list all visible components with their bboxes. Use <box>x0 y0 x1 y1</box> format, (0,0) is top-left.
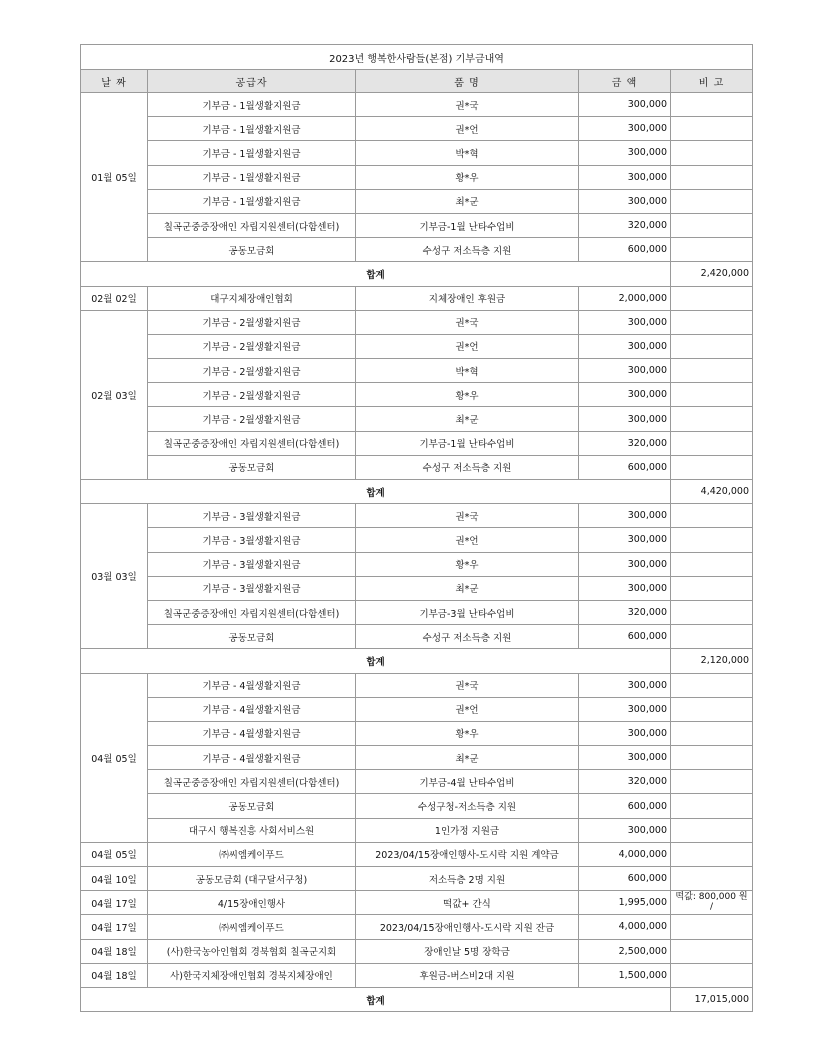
item-cell: 최*군 <box>356 746 579 770</box>
amount-cell: 4,000,000 <box>579 842 671 866</box>
date-cell: 04월 05일 <box>81 842 148 866</box>
table-row <box>81 963 753 987</box>
supplier-cell: 기부금 - 1월생활지원금 <box>148 189 356 213</box>
date-cell: 02월 03일 <box>81 310 148 479</box>
item-cell: 권*언 <box>356 334 579 358</box>
item-cell: 기부금-1월 난타수업비 <box>356 431 579 455</box>
table-row <box>81 238 753 262</box>
total-row <box>81 649 753 673</box>
total-label: 합계 <box>81 987 671 1011</box>
table-row <box>81 504 753 528</box>
supplier-cell: 4/15장애인행사 <box>148 891 356 915</box>
amount-cell: 300,000 <box>579 697 671 721</box>
item-cell: 권*언 <box>356 117 579 141</box>
amount-cell: 300,000 <box>579 673 671 697</box>
amount-cell: 300,000 <box>579 504 671 528</box>
note-cell <box>671 310 753 334</box>
note-cell <box>671 213 753 237</box>
item-cell: 기부금-3월 난타수업비 <box>356 600 579 624</box>
supplier-cell: 칠곡군중증장애인 자립지원센터(다함센터) <box>148 770 356 794</box>
header-item: 품 명 <box>356 70 579 93</box>
table-title: 2023년 행복한사람들(본점) 기부금내역 <box>81 45 753 70</box>
date-cell: 01월 05일 <box>81 93 148 262</box>
note-cell <box>671 867 753 891</box>
supplier-cell: 기부금 - 1월생활지원금 <box>148 141 356 165</box>
amount-cell: 300,000 <box>579 310 671 334</box>
amount-cell: 2,000,000 <box>579 286 671 310</box>
item-cell: 장애인날 5명 장학금 <box>356 939 579 963</box>
date-cell: 04월 17일 <box>81 891 148 915</box>
date-cell: 02월 02일 <box>81 286 148 310</box>
table-row <box>81 334 753 358</box>
total-amount: 17,015,000 <box>671 987 753 1011</box>
total-label: 합계 <box>81 262 671 286</box>
supplier-cell: 공동모금회 <box>148 238 356 262</box>
item-cell: 최*군 <box>356 189 579 213</box>
table-row <box>81 431 753 455</box>
supplier-cell: (사)한국농아인협회 경북협회 칠곡군지회 <box>148 939 356 963</box>
note-cell <box>671 746 753 770</box>
table-row <box>81 673 753 697</box>
note-cell <box>671 697 753 721</box>
note-cell <box>671 383 753 407</box>
note-cell <box>671 189 753 213</box>
header-supplier: 공급자 <box>148 70 356 93</box>
amount-cell: 300,000 <box>579 334 671 358</box>
table-row <box>81 93 753 117</box>
table-row <box>81 359 753 383</box>
note-cell <box>671 141 753 165</box>
amount-cell: 300,000 <box>579 746 671 770</box>
table-row <box>81 213 753 237</box>
item-cell: 최*군 <box>356 576 579 600</box>
note-cell <box>671 818 753 842</box>
table-row <box>81 721 753 745</box>
amount-cell: 4,000,000 <box>579 915 671 939</box>
amount-cell: 600,000 <box>579 238 671 262</box>
supplier-cell: 칠곡군중증장애인 자립지원센터(다함센터) <box>148 213 356 237</box>
item-cell: 떡값+ 간식 <box>356 891 579 915</box>
supplier-cell: 공동모금회 <box>148 455 356 479</box>
date-cell: 04월 05일 <box>81 673 148 842</box>
note-cell <box>671 673 753 697</box>
amount-cell: 320,000 <box>579 431 671 455</box>
supplier-cell: ㈜씨엠케이푸드 <box>148 915 356 939</box>
item-cell: 권*국 <box>356 310 579 334</box>
donation-table <box>80 44 753 1012</box>
item-cell: 지체장애인 후원금 <box>356 286 579 310</box>
amount-cell: 300,000 <box>579 552 671 576</box>
item-cell: 기부금-1월 난타수업비 <box>356 213 579 237</box>
supplier-cell: 기부금 - 2월생활지원금 <box>148 359 356 383</box>
supplier-cell: 공동모금회 <box>148 625 356 649</box>
supplier-cell: 기부금 - 1월생활지원금 <box>148 93 356 117</box>
amount-cell: 2,500,000 <box>579 939 671 963</box>
supplier-cell: 공동모금회 <box>148 794 356 818</box>
item-cell: 수성구 저소득층 지원 <box>356 238 579 262</box>
supplier-cell: 기부금 - 3월생활지원금 <box>148 504 356 528</box>
item-cell: 황*우 <box>356 383 579 407</box>
note-cell <box>671 576 753 600</box>
table-row <box>81 310 753 334</box>
amount-cell: 600,000 <box>579 867 671 891</box>
note-cell <box>671 431 753 455</box>
amount-cell: 600,000 <box>579 794 671 818</box>
item-cell: 박*혁 <box>356 141 579 165</box>
table-row <box>81 117 753 141</box>
note-cell <box>671 286 753 310</box>
supplier-cell: 칠곡군중증장애인 자립지원센터(다함센터) <box>148 431 356 455</box>
total-row <box>81 262 753 286</box>
table-row <box>81 528 753 552</box>
supplier-cell: 사)한국지체장애인협회 경북지체장애인 <box>148 963 356 987</box>
note-cell <box>671 552 753 576</box>
supplier-cell: 기부금 - 2월생활지원금 <box>148 334 356 358</box>
table-row <box>81 383 753 407</box>
table-row <box>81 794 753 818</box>
amount-cell: 300,000 <box>579 189 671 213</box>
date-cell: 04월 18일 <box>81 939 148 963</box>
amount-cell: 300,000 <box>579 165 671 189</box>
item-cell: 기부금-4월 난타수업비 <box>356 770 579 794</box>
note-cell <box>671 794 753 818</box>
item-cell: 최*군 <box>356 407 579 431</box>
note-cell <box>671 600 753 624</box>
header-row <box>81 70 753 93</box>
supplier-cell: 기부금 - 2월생활지원금 <box>148 407 356 431</box>
note-cell <box>671 117 753 141</box>
item-cell: 수성구청-저소득층 지원 <box>356 794 579 818</box>
amount-cell: 300,000 <box>579 721 671 745</box>
date-cell: 03월 03일 <box>81 504 148 649</box>
amount-cell: 1,995,000 <box>579 891 671 915</box>
table-row <box>81 697 753 721</box>
amount-cell: 300,000 <box>579 117 671 141</box>
item-cell: 수성구 저소득층 지원 <box>356 455 579 479</box>
table-row <box>81 407 753 431</box>
note-cell <box>671 165 753 189</box>
date-cell: 04월 10일 <box>81 867 148 891</box>
item-cell: 황*우 <box>356 552 579 576</box>
item-cell: 2023/04/15장애인행사-도시락 지원 계약금 <box>356 842 579 866</box>
amount-cell: 300,000 <box>579 359 671 383</box>
amount-cell: 320,000 <box>579 770 671 794</box>
table-row <box>81 576 753 600</box>
table-row <box>81 939 753 963</box>
supplier-cell: ㈜씨엠케이푸드 <box>148 842 356 866</box>
note-cell <box>671 359 753 383</box>
item-cell: 황*우 <box>356 165 579 189</box>
note-cell <box>671 93 753 117</box>
amount-cell: 320,000 <box>579 600 671 624</box>
total-label: 합계 <box>81 480 671 504</box>
item-cell: 황*우 <box>356 721 579 745</box>
table-row <box>81 770 753 794</box>
total-amount: 4,420,000 <box>671 480 753 504</box>
table-row <box>81 552 753 576</box>
note-cell <box>671 455 753 479</box>
table-row <box>81 286 753 310</box>
amount-cell: 1,500,000 <box>579 963 671 987</box>
item-cell: 저소득층 2명 지원 <box>356 867 579 891</box>
item-cell: 1인가정 지원금 <box>356 818 579 842</box>
supplier-cell: 기부금 - 2월생활지원금 <box>148 383 356 407</box>
item-cell: 권*언 <box>356 528 579 552</box>
amount-cell: 300,000 <box>579 528 671 552</box>
note-cell <box>671 407 753 431</box>
supplier-cell: 기부금 - 4월생활지원금 <box>148 721 356 745</box>
note-cell <box>671 625 753 649</box>
supplier-cell: 기부금 - 3월생활지원금 <box>148 552 356 576</box>
table-row <box>81 455 753 479</box>
supplier-cell: 대구지체장애인협회 <box>148 286 356 310</box>
total-row <box>81 480 753 504</box>
total-row <box>81 987 753 1011</box>
header-date: 날 짜 <box>81 70 148 93</box>
note-cell <box>671 939 753 963</box>
table-row <box>81 867 753 891</box>
amount-cell: 320,000 <box>579 213 671 237</box>
item-cell: 2023/04/15장애인행사-도시락 지원 잔금 <box>356 915 579 939</box>
item-cell: 권*국 <box>356 93 579 117</box>
header-note: 비 고 <box>671 70 753 93</box>
note-cell <box>671 238 753 262</box>
note-cell <box>671 770 753 794</box>
amount-cell: 300,000 <box>579 407 671 431</box>
item-cell: 박*혁 <box>356 359 579 383</box>
note-cell: 떡값: 800,000 원 / <box>671 891 753 915</box>
item-cell: 권*언 <box>356 697 579 721</box>
amount-cell: 300,000 <box>579 383 671 407</box>
supplier-cell: 기부금 - 2월생활지원금 <box>148 310 356 334</box>
supplier-cell: 기부금 - 4월생활지원금 <box>148 697 356 721</box>
item-cell: 권*국 <box>356 504 579 528</box>
item-cell: 권*국 <box>356 673 579 697</box>
table-row <box>81 165 753 189</box>
supplier-cell: 칠곡군중증장애인 자립지원센터(다함센터) <box>148 600 356 624</box>
table-row <box>81 915 753 939</box>
note-cell <box>671 842 753 866</box>
note-cell <box>671 915 753 939</box>
total-label: 합계 <box>81 649 671 673</box>
note-cell <box>671 963 753 987</box>
supplier-cell: 기부금 - 1월생활지원금 <box>148 165 356 189</box>
date-cell: 04월 18일 <box>81 963 148 987</box>
amount-cell: 600,000 <box>579 455 671 479</box>
supplier-cell: 기부금 - 4월생활지원금 <box>148 673 356 697</box>
item-cell: 후원금-버스비2대 지원 <box>356 963 579 987</box>
table-row <box>81 818 753 842</box>
supplier-cell: 기부금 - 3월생활지원금 <box>148 576 356 600</box>
table-row <box>81 842 753 866</box>
supplier-cell: 기부금 - 4월생활지원금 <box>148 746 356 770</box>
title-row <box>81 45 753 70</box>
amount-cell: 300,000 <box>579 141 671 165</box>
note-cell <box>671 504 753 528</box>
header-amount: 금 액 <box>579 70 671 93</box>
amount-cell: 300,000 <box>579 576 671 600</box>
supplier-cell: 대구시 행복진흥 사회서비스원 <box>148 818 356 842</box>
note-cell <box>671 528 753 552</box>
total-amount: 2,420,000 <box>671 262 753 286</box>
donation-table-body <box>81 45 753 1012</box>
table-row <box>81 746 753 770</box>
table-row <box>81 189 753 213</box>
total-amount: 2,120,000 <box>671 649 753 673</box>
note-cell <box>671 721 753 745</box>
supplier-cell: 기부금 - 3월생활지원금 <box>148 528 356 552</box>
amount-cell: 300,000 <box>579 93 671 117</box>
amount-cell: 600,000 <box>579 625 671 649</box>
supplier-cell: 기부금 - 1월생활지원금 <box>148 117 356 141</box>
table-row <box>81 891 753 915</box>
table-row <box>81 141 753 165</box>
supplier-cell: 공동모금회 (대구달서구청) <box>148 867 356 891</box>
table-row <box>81 625 753 649</box>
table-row <box>81 600 753 624</box>
date-cell: 04월 17일 <box>81 915 148 939</box>
amount-cell: 300,000 <box>579 818 671 842</box>
item-cell: 수성구 저소득층 지원 <box>356 625 579 649</box>
note-cell <box>671 334 753 358</box>
